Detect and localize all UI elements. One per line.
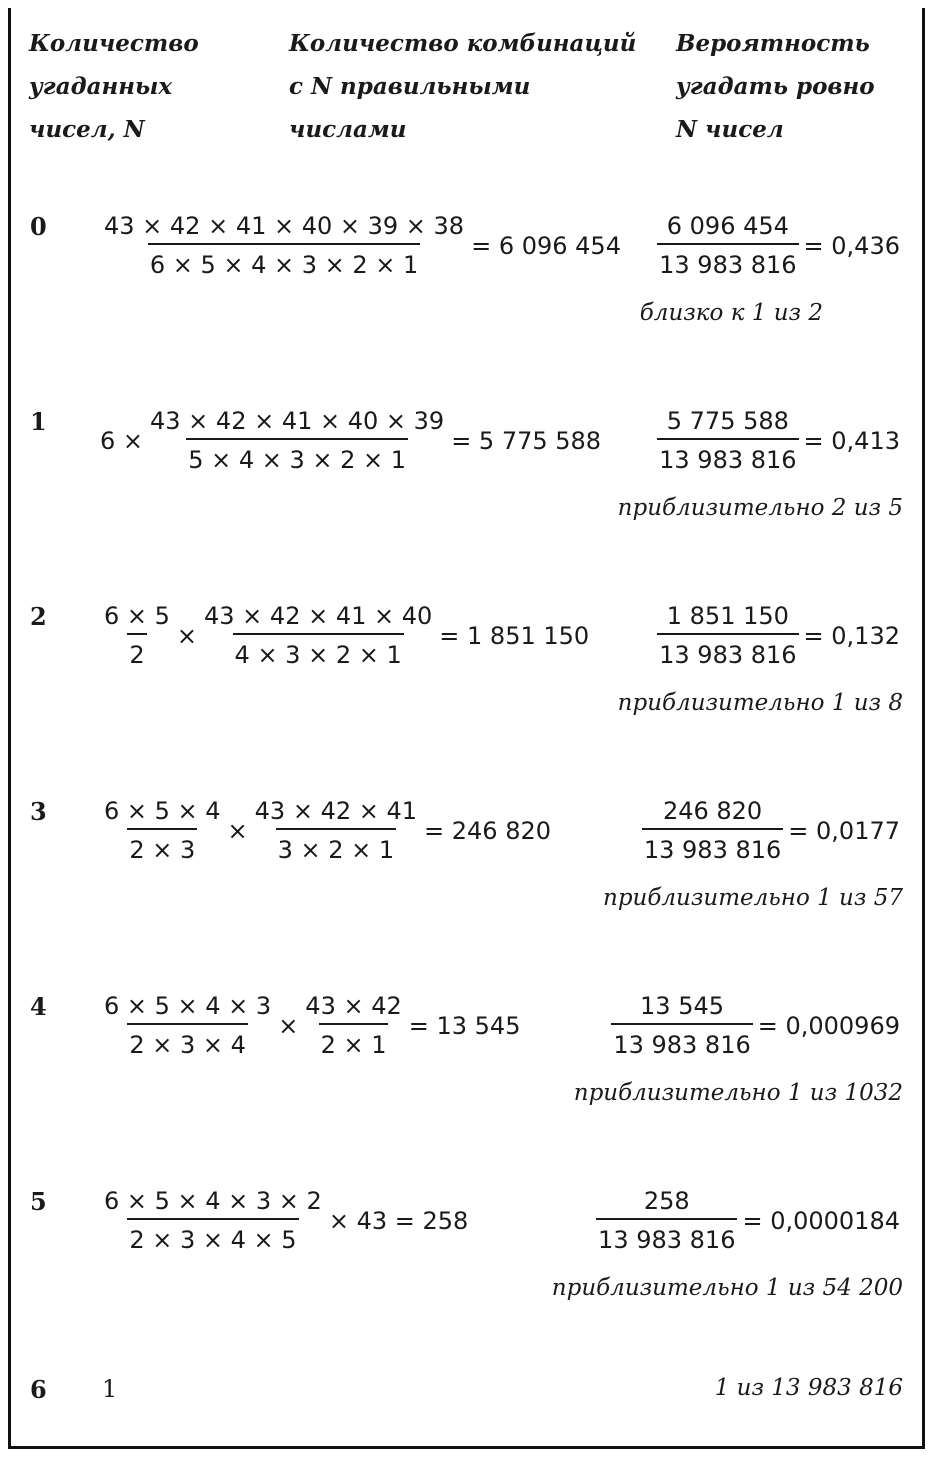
fraction [102,797,223,864]
fraction [253,797,419,864]
denominator: 13 983 816 [642,828,783,864]
combinations-formula [100,992,523,1059]
result: = 246 820 [424,816,551,845]
numerator: 5 775 588 [666,407,789,435]
denominator: 13 983 816 [657,243,798,279]
result: = 6 096 454 [471,231,621,260]
probability-value: = 0,000969 [757,1011,900,1040]
combinations-formula [100,1187,471,1254]
numerator: 246 820 [662,797,763,825]
numerator: 258 [643,1187,690,1215]
probability-value: = 0,0177 [788,816,900,845]
numerator: 6 × 5 × 4 × 3 × 2 [104,1187,322,1215]
numerator: 6 × 5 × 4 × 3 [104,992,272,1020]
header-guessed-count: Количество угаданных чисел, N [29,30,199,143]
fraction [657,407,798,474]
combinations-formula [100,797,554,864]
probability-note: приблизительно 1 из 1032 [573,1080,903,1106]
numerator: 6 × 5 [104,602,170,630]
fraction [657,212,798,279]
combinations-formula [100,212,624,279]
probability-value: = 0,132 [803,621,900,650]
row-n: 3 [30,797,47,826]
fraction [596,1187,737,1254]
fraction [148,407,446,474]
probability-formula [655,407,903,474]
denominator: 13 983 816 [657,633,798,669]
numerator: 6 096 454 [666,212,789,240]
denominator: 5 × 4 × 3 × 2 × 1 [186,438,408,474]
prefix: 6 × [100,426,144,455]
probability-note: близко к 1 из 2 [639,300,823,326]
row-n: 5 [30,1187,47,1216]
denominator: 13 983 816 [611,1023,752,1059]
probability-note: приблизительно 1 из 8 [617,690,903,716]
denominator: 2 × 1 [319,1023,389,1059]
denominator: 2 × 3 × 4 × 5 [127,1218,298,1254]
combinations-value: 1 [102,1375,118,1403]
times-sign: × [176,621,198,650]
denominator: 3 × 2 × 1 [276,828,397,864]
numerator: 43 × 42 × 41 × 40 [204,602,433,630]
probability-formula [594,1187,903,1254]
fraction [642,797,783,864]
denominator: 13 983 816 [596,1218,737,1254]
denominator: 6 × 5 × 4 × 3 × 2 × 1 [148,243,420,279]
fraction [303,992,403,1059]
probability-note: приблизительно 1 из 54 200 [551,1275,903,1301]
row-n: 6 [30,1375,47,1404]
times-sign: × [278,1011,299,1040]
fraction [102,602,172,669]
numerator: 1 851 150 [666,602,789,630]
row-n: 2 [30,602,47,631]
probability-formula [640,797,903,864]
fraction [102,1187,324,1254]
fraction [102,992,273,1059]
denominator: 2 × 3 [127,828,197,864]
denominator: 2 × 3 × 4 [127,1023,248,1059]
fraction [657,602,798,669]
denominator: 4 × 3 × 2 × 1 [233,633,404,669]
combinations-formula [100,407,604,474]
fraction [611,992,752,1059]
times-sign: × [227,816,248,845]
denominator: 13 983 816 [657,438,798,474]
probability-formula [655,602,903,669]
combinations-formula [100,602,592,669]
numerator: 43 × 42 [305,992,402,1020]
fraction [102,212,466,279]
probability-note: 1 из 13 983 816 [714,1375,903,1401]
numerator: 43 × 42 × 41 × 40 × 39 [150,407,445,435]
probability-formula [609,992,903,1059]
denominator: 2 [127,633,146,669]
header-probability: Вероятность угадать ровно N чисел [676,30,875,143]
numerator: 43 × 42 × 41 × 40 × 39 × 38 [104,212,465,240]
probability-value: = 0,436 [803,231,900,260]
numerator: 6 × 5 × 4 [104,797,221,825]
fraction [202,602,434,669]
row-n: 1 [30,407,47,436]
probability-value: = 0,0000184 [742,1206,900,1235]
numerator: 13 545 [640,992,725,1020]
probability-note: приблизительно 1 из 57 [603,885,903,911]
header-combinations: Количество комбинаций с N правильными числами [289,30,637,143]
result: = 13 545 [408,1011,521,1040]
result: × 43 = 258 [328,1206,469,1235]
result: = 5 775 588 [451,426,602,455]
result: = 1 851 150 [439,621,590,650]
probability-value: = 0,413 [803,426,900,455]
probability-formula [655,212,903,279]
row-n: 0 [30,212,47,241]
row-n: 4 [30,992,47,1021]
probability-note: приблизительно 2 из 5 [617,495,903,521]
numerator: 43 × 42 × 41 [254,797,418,825]
